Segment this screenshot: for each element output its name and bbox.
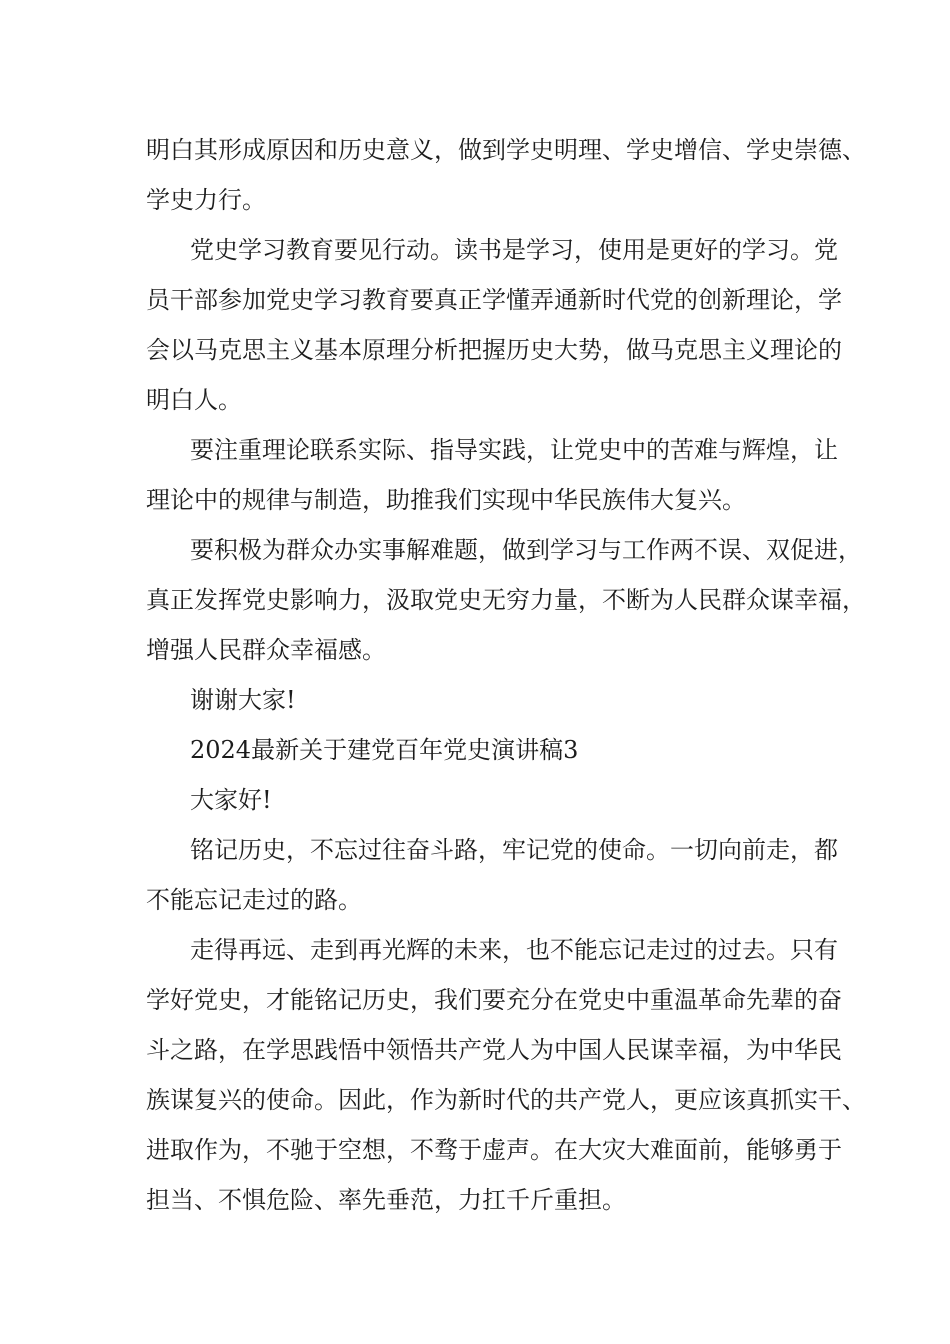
paragraph-start-line: 走得再远、走到再光辉的未来，也不能忘记走过的过去。只有 xyxy=(190,936,838,964)
text-line: 增强人民群众幸福感。 xyxy=(146,636,386,664)
paragraph-start-line: 要注重理论联系实际、指导实践，让党史中的苦难与辉煌，让 xyxy=(190,436,838,464)
text-line: 斗之路，在学思践悟中领悟共产党人为中国人民谋幸福，为中华民 xyxy=(146,1036,842,1064)
text-line: 明白其形成原因和历史意义，做到学史明理、学史增信、学史崇德、 xyxy=(146,136,866,164)
paragraph-start-line: 党史学习教育要见行动。读书是学习，使用是更好的学习。党 xyxy=(190,236,838,264)
greeting-line: 大家好! xyxy=(190,786,272,814)
speech-title: 2024最新关于建党百年党史演讲稿3 xyxy=(190,736,579,764)
paragraph-start-line: 铭记历史，不忘过往奋斗路，牢记党的使命。一切向前走，都 xyxy=(190,836,838,864)
text-line: 担当、不惧危险、率先垂范，力扛千斤重担。 xyxy=(146,1186,626,1214)
text-line: 学史力行。 xyxy=(146,186,266,214)
closing-line: 谢谢大家! xyxy=(190,686,296,714)
text-line: 员干部参加党史学习教育要真正学懂弄通新时代党的创新理论，学 xyxy=(146,286,842,314)
text-line: 族谋复兴的使命。因此，作为新时代的共产党人，更应该真抓实干、 xyxy=(146,1086,866,1114)
paragraph-start-line: 要积极为群众办实事解难题，做到学习与工作两不误、双促进， xyxy=(190,536,862,564)
text-line: 真正发挥党史影响力，汲取党史无穷力量，不断为人民群众谋幸福， xyxy=(146,586,866,614)
text-line: 学好党史，才能铭记历史，我们要充分在党史中重温革命先辈的奋 xyxy=(146,986,842,1014)
text-line: 进取作为，不驰于空想，不骛于虚声。在大灾大难面前，能够勇于 xyxy=(146,1136,842,1164)
text-line: 明白人。 xyxy=(146,386,242,414)
text-line: 会以马克思主义基本原理分析把握历史大势，做马克思主义理论的 xyxy=(146,336,842,364)
text-line: 不能忘记走过的路。 xyxy=(146,886,362,914)
text-line: 理论中的规律与制造，助推我们实现中华民族伟大复兴。 xyxy=(146,486,746,514)
